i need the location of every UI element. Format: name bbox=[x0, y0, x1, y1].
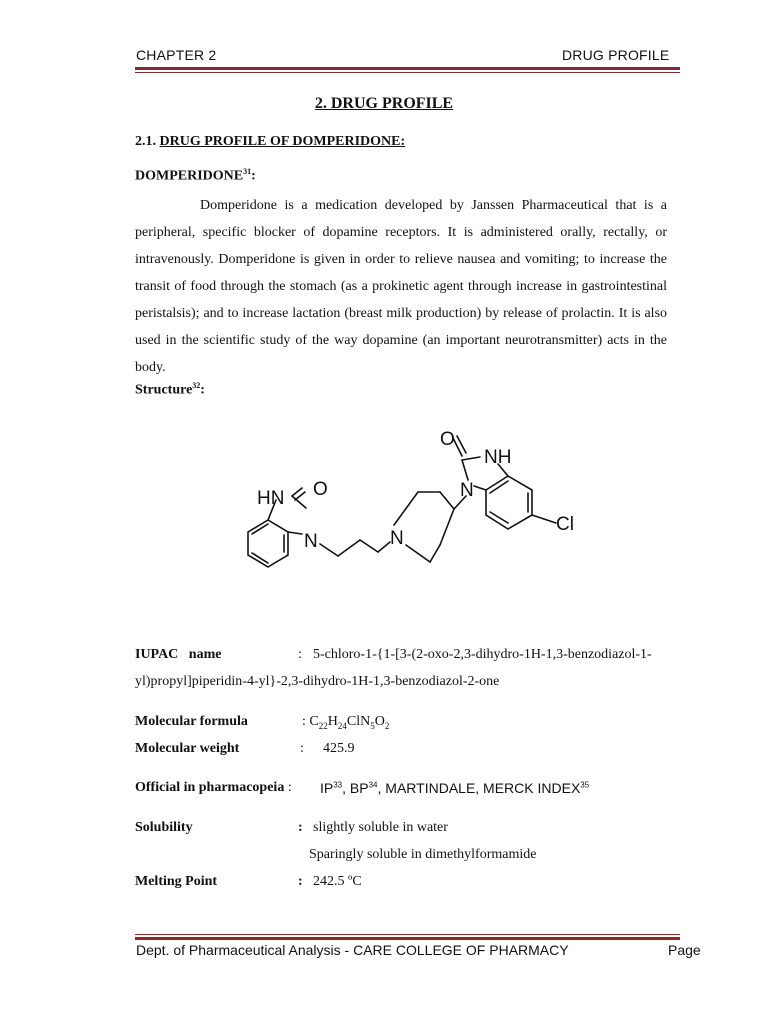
para-line: important neurotransmitter) acts in the body. bbox=[135, 333, 667, 375]
solubility-colon: : bbox=[298, 820, 303, 835]
iupac-row bbox=[135, 647, 221, 663]
solubility-line1: slightly soluble in water bbox=[313, 820, 448, 835]
atom-n-piperidine: N bbox=[390, 528, 404, 549]
melting-value: 242.5 ºC bbox=[313, 874, 362, 889]
pharmacopeia-value: IP$^{33}$, BP$^{34}$, MARTINDALE, MERCK INDEX$^{35}$ bbox=[320, 780, 590, 796]
weight-colon: : bbox=[300, 741, 304, 756]
drug-colon: : bbox=[251, 168, 256, 184]
footer-rule-thick bbox=[135, 937, 680, 940]
iupac-colon: : bbox=[298, 647, 302, 662]
structure-colon: : bbox=[200, 382, 205, 398]
iupac-label: IUPAC name bbox=[135, 647, 222, 662]
header-rule-thick bbox=[135, 67, 680, 70]
pharmacopeia-colon: : bbox=[287, 780, 292, 795]
para-line: release of prolactin. It is also used in the scientific study of the way dopamine (an bbox=[135, 306, 668, 348]
atom-cl: Cl bbox=[556, 514, 574, 535]
para-line: in gastrointestinal peristalsis); and to increase lactation (breast milk production) by bbox=[135, 279, 668, 321]
header-chapter: CHAPTER 2 bbox=[136, 47, 217, 63]
para-line: peripheral, specific blocker of dopamine receptors. It is administered orally, rectally, bbox=[135, 225, 648, 240]
atom-o-right: O bbox=[440, 429, 455, 450]
structure-label-text: Structure bbox=[135, 382, 193, 398]
domperidone-structure bbox=[210, 420, 610, 595]
melting-colon: : bbox=[298, 874, 303, 889]
para-line: increase the transit of food through the stomach (as a prokinetic agent through increase bbox=[135, 252, 668, 294]
drug-name-heading bbox=[135, 167, 256, 185]
iupac-value-line1: 5-chloro-1-{1-[3-(2-oxo-2,3-dihydro-1H-1,3-benzodiazol-1- bbox=[313, 647, 652, 662]
para-line: or intravenously. Domperidone is given in order to relieve nausea and vomiting; to bbox=[135, 225, 667, 267]
footer-rule-thin bbox=[135, 934, 680, 935]
weight-label: Molecular weight bbox=[135, 741, 240, 756]
atom-n-left: N bbox=[304, 531, 318, 552]
atom-hn-left: HN bbox=[257, 488, 285, 509]
atom-n-right: N bbox=[460, 480, 474, 501]
section-heading bbox=[135, 134, 405, 150]
drug-ref: 31 bbox=[243, 167, 252, 176]
weight-value: 425.9 bbox=[323, 741, 355, 756]
page-title: 2. DRUG PROFILE bbox=[314, 95, 454, 112]
formula-label: Molecular formula bbox=[135, 714, 248, 729]
solubility-line2: Sparingly soluble in dimethylformamide bbox=[309, 847, 537, 862]
header-rule-thin bbox=[135, 72, 680, 73]
pharmacopeia-label: Official in pharmacopeia bbox=[135, 780, 285, 795]
para-line: Domperidone is a medication developed by Janssen Pharmaceutical that is a bbox=[200, 198, 667, 213]
drug-name: DOMPERIDONE bbox=[135, 168, 244, 184]
atom-o-left: O bbox=[313, 479, 328, 500]
section-title: DRUG PROFILE OF DOMPERIDONE: bbox=[159, 134, 406, 149]
atom-nh-right: NH bbox=[484, 447, 512, 468]
structure-label bbox=[135, 381, 205, 399]
formula-value: : $C_{22}H_{24}ClN_5O_2$ bbox=[302, 714, 390, 731]
footer-department: Dept. of Pharmaceutical Analysis - CARE COLLEGE OF PHARMACY bbox=[136, 942, 569, 958]
header-title: DRUG PROFILE bbox=[562, 47, 670, 63]
footer-page: Page bbox=[668, 942, 701, 958]
melting-label: Melting Point bbox=[135, 874, 218, 889]
description-paragraph bbox=[135, 192, 667, 381]
structure-ref: 32 bbox=[192, 381, 201, 390]
section-number: 2.1. bbox=[135, 134, 156, 149]
pharmacopeia-row bbox=[135, 780, 292, 796]
iupac-value-line2: yl)propyl]piperidin-4-yl}-2,3-dihydro-1H-1,3-benzodiazol-2-one bbox=[135, 674, 500, 689]
solubility-label: Solubility bbox=[135, 820, 193, 835]
